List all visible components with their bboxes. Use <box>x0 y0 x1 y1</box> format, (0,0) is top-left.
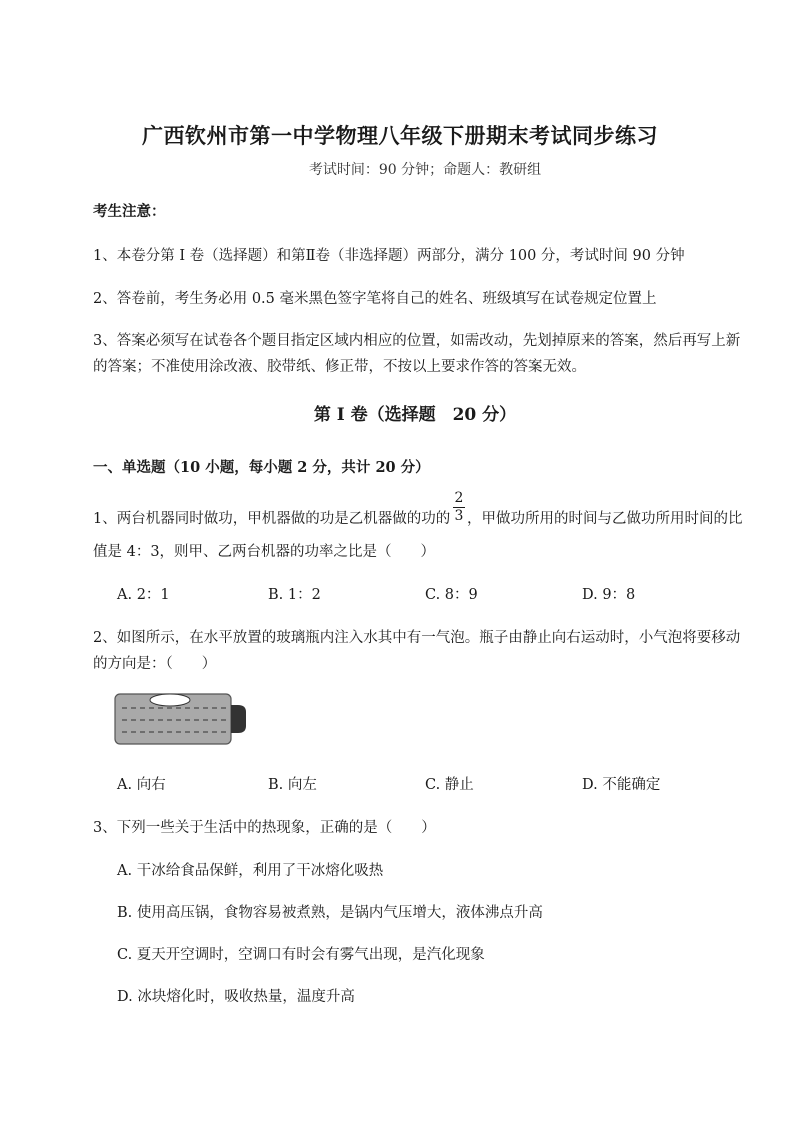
notice-heading: 考生注意： <box>93 203 166 220</box>
question-3-option-a: A. 干冰给食品保鲜，利用了干冰熔化吸热 <box>117 863 384 879</box>
notice-item: 3、答案必须写在试卷各个题目指定区域内相应的位置，如需改动，先划掉原来的答案，然后再写上新 <box>93 333 741 349</box>
question-3-stem: 3、下列一些关于生活中的热现象，正确的是（ ） <box>93 820 436 836</box>
question-1-stem-line2: 值是 4：3，则甲、乙两台机器的功率之比是（ ） <box>93 544 436 560</box>
question-1-option-a: A. 2：1 <box>117 587 170 603</box>
question-2-stem-line2: 的方向是：（ ） <box>93 656 217 672</box>
exam-title: 广西钦州市第一中学物理八年级下册期末考试同步练习 <box>142 123 658 148</box>
question-2-option-b: B. 向左 <box>268 777 317 793</box>
bottle-cap <box>231 705 246 733</box>
question-1-option-d: D. 9：8 <box>582 587 636 603</box>
notice-item: 的答案；不准使用涂改液、胶带纸、修正带，不按以上要求作答的答案无效。 <box>93 359 586 375</box>
question-2-option-a: A. 向右 <box>117 777 166 793</box>
question-1-stem-part2: ，甲做功所用的时间与乙做功所用时间的比 <box>467 511 743 527</box>
air-bubble <box>150 694 190 706</box>
notice-item: 1、本卷分第 I 卷（选择题）和第Ⅱ卷（非选择题）两部分，满分 100 分，考试时间 90 分钟 <box>93 248 685 264</box>
exam-subtitle: 考试时间：90 分钟；命题人：教研组 <box>308 162 542 178</box>
question-1-option-b: B. 1：2 <box>268 587 321 603</box>
section-title: 第 I 卷（选择题 20 分） <box>313 405 517 425</box>
fraction-numerator: 2 <box>454 490 464 506</box>
question-2-stem-line1: 2、如图所示，在水平放置的玻璃瓶内注入水其中有一气泡。瓶子由静止向右运动时，小气泡将要移动 <box>93 630 741 646</box>
question-3-option-d: D. 冰块熔化时，吸收热量，温度升高 <box>117 989 355 1005</box>
question-3-option-c: C. 夏天开空调时，空调口有时会有雾气出现，是汽化现象 <box>117 947 485 963</box>
notice-item: 2、答卷前，考生务必用 0.5 毫米黑色签字笔将自己的姓名、班级填写在试卷规定位置上 <box>93 291 657 307</box>
part-heading: 一、单选题（10 小题，每小题 2 分，共计 20 分） <box>93 459 430 476</box>
glass-bottle-figure <box>114 690 248 746</box>
question-2-option-c: C. 静止 <box>425 777 474 793</box>
fraction-two-thirds <box>452 490 466 525</box>
question-1-stem-part1: 1、两台机器同时做功，甲机器做的功是乙机器做的功的 <box>93 511 451 527</box>
question-3-option-b: B. 使用高压锅，食物容易被煮熟，是锅内气压增大，液体沸点升高 <box>117 905 543 921</box>
question-1-option-c: C. 8：9 <box>425 587 478 603</box>
fraction-denominator: 3 <box>454 508 464 524</box>
question-2-option-d: D. 不能确定 <box>582 777 661 793</box>
